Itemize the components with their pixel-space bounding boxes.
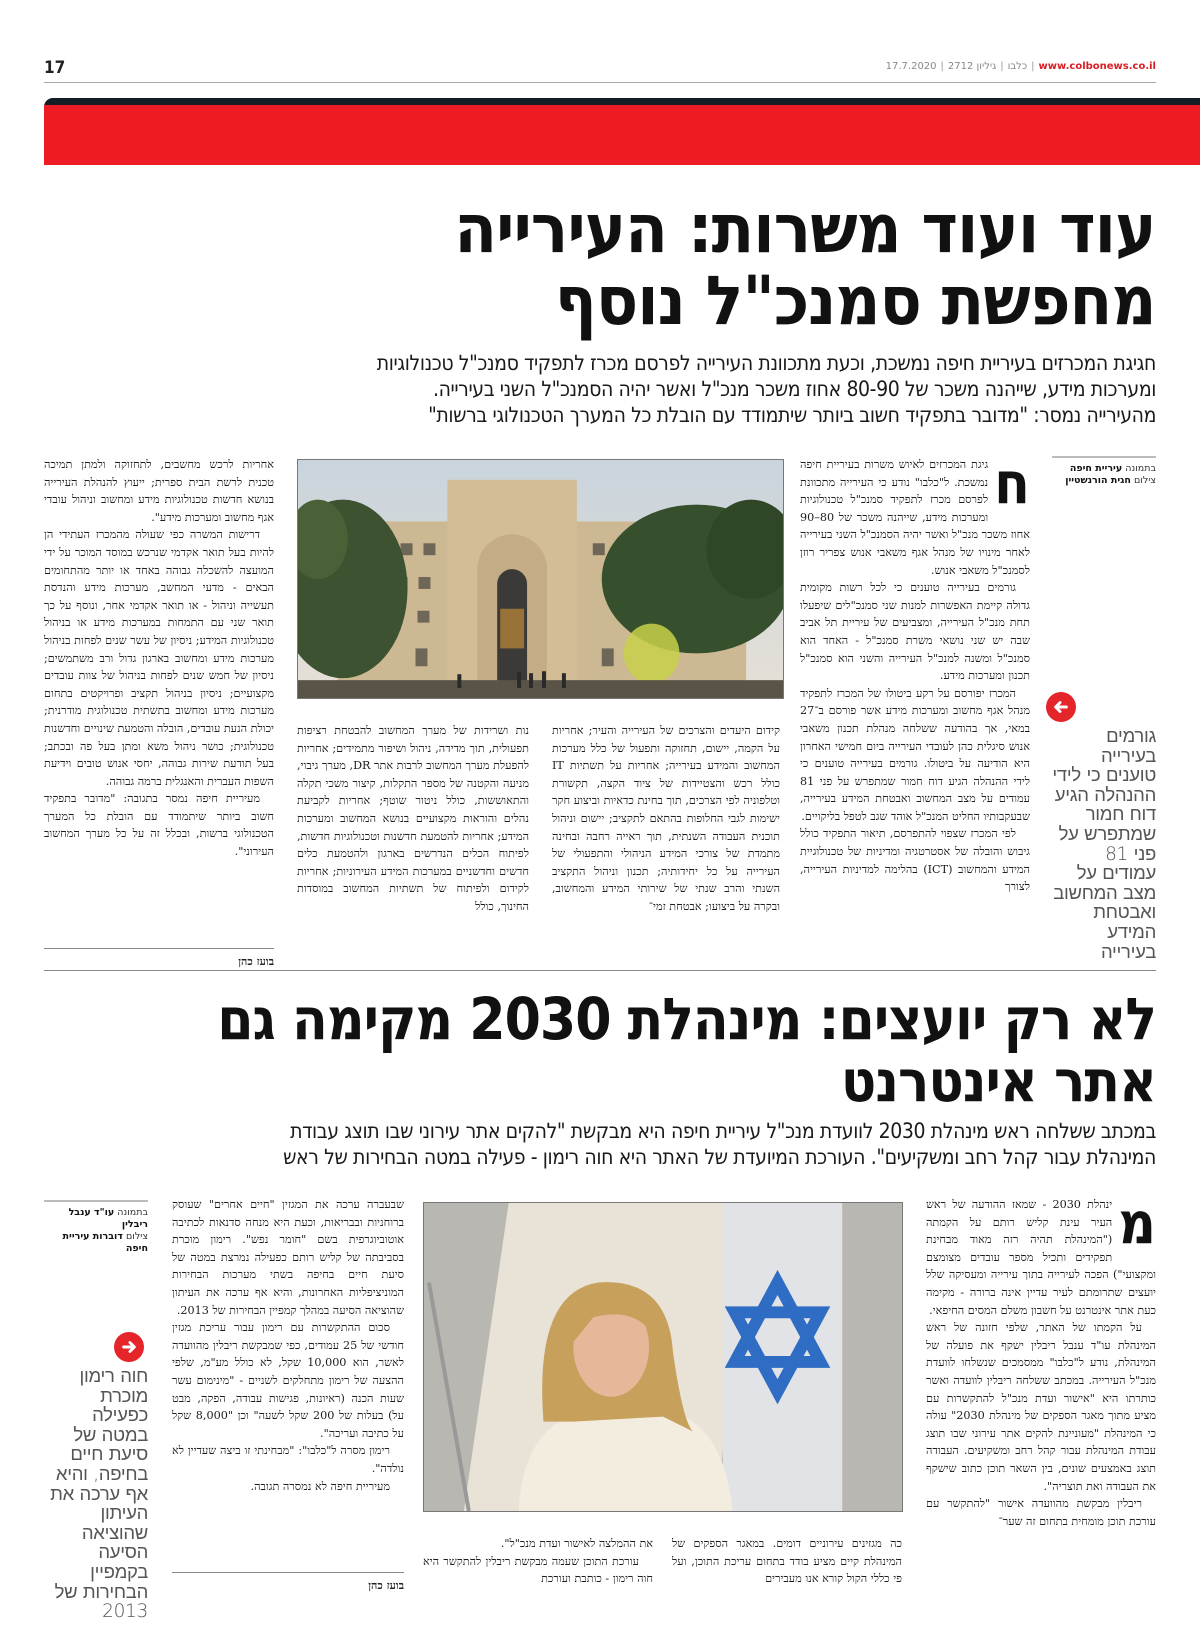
paragraph: גורמים בעירייה טוענים כי לכל רשות מקומית גדולה קיימת האפשרות למנות שני סמנכ"לים שיפעלו תחת מנכ"ל העירייה, ומצביעים של עיריית תל אביב שבה יש שני נושאי משרת סמנכ"ל - האחד הוא סמנכ"ל ומשנה למנכ"ל העירייה והשני הוא סמנכ"ל תכנון ומערכות מידע.	[800, 581, 1030, 683]
paragraph: ריבלין מבקשת מהוועדה אישור "להתקשר עם עורכת תוכן מומחית בתחום זה שער־	[926, 1497, 1156, 1528]
website-link[interactable]: www.colbonews.co.il	[1038, 61, 1156, 72]
deck-line: המינהלת עבור קהל רחב ומשקיעים". העורכת המיועדת של האתר היא חוה רימון - פעילה במטה הבחירות של ראש	[283, 1145, 1156, 1169]
article1-pull-quote: גורמים בעירייה טוענים כי לידי ההנהלה הגיע דוח חמור שמתפרש על פני 81 עמודים על מצב המחשוב ואבטחת המידע בעירייה	[1052, 726, 1156, 963]
deck-line: מהעירייה נמסר: "מדובר בתפקיד חשוב ביותר שיתמודד עם הובלת כל המערך הטכנולוגי ברשות"	[428, 403, 1156, 427]
paragraph: נות ושרידות של מערך המחשוב להבטחת רציפות תפעולית, תוך מדידה, ניהול ושיפור מתמידים; אחריות להפעלת מערך המחשוב לרבות אתר DR, מערך גיבוי, מניעה והקטנה של מספר התקלות, קיצור משכי תקלה והתאוששות, כולל ניטור שוטף; אחריות לקביעת נהלים והוראות מקצועיים בנושא המחשוב ומערכות המידע; אחריות להטמעת חדשנות וטכנולוגיות חדשות, לפיתוח הכלים הנדרשים בארגון ולהטמעת כלים חדשים וחדשניים במערכות המידע העירוניות; אחריות לקידום ולפיתוח של תשתיות המחשוב במוסדות החינוך, כולל	[297, 724, 529, 913]
article1-column-3	[297, 722, 529, 916]
article1-byline: בועז כהן	[44, 948, 274, 968]
paragraph: לפי המכרז שצפוי להתפרסם, תיאור התפקיד כולל גיבוש והובלה של אסטרטגיה ומדיניות של טכנולוגיית המידע והמחשוב (ICT) בהלימה למדיניות העירייה, לצורך	[800, 827, 1030, 894]
article2-column-3	[423, 1535, 653, 1588]
caption-credit-label: צילום	[125, 1231, 148, 1242]
paragraph: כה מגזינים עירוניים דומים. במאגר הספקים של המינהלת קיים מציע בודד בתחום עריכת התוכן, ועל פי כללי הקול קורא אנו מעבירים	[672, 1537, 902, 1586]
city-hall-image	[298, 460, 783, 698]
arrow-left-icon	[1046, 692, 1076, 722]
issue-number: גיליון 2712	[947, 61, 997, 72]
arrow-right-icon	[114, 1332, 144, 1362]
header-divider	[44, 82, 1156, 83]
paragraph: מעיריית חיפה לא נמסרה תגובה.	[250, 1479, 390, 1493]
article2-pull-quote: חוה רימון מוכרת כפעילה במטה של סיעת חיים בחיפה, והיא אף ערכה את העיתון שהוציאה הסיעה בקמפיין הבחירות של 2013	[50, 1366, 148, 1623]
publication-name: כלבו	[1007, 61, 1028, 72]
issue-date: 17.7.2020	[885, 61, 937, 72]
paragraph: עורכת התוכן שעמה מבקשת ריבלין להתקשר היא חוה רימון - כותבת ועורכת	[423, 1554, 653, 1586]
caption-credit: חגית הורנשטיין	[1065, 475, 1131, 486]
deck-line: במכתב ששלחה ראש מינהלת 2030 לוועדת מנכ"ל עיריית חיפה היא מבקשת "להקים אתר עירוני שבו תוצג עבודת	[290, 1119, 1156, 1143]
caption-label: בתמונה	[1125, 463, 1156, 474]
portrait-image	[424, 1203, 902, 1511]
city-hall-photo	[297, 459, 784, 699]
article2-column-4	[172, 1196, 404, 1495]
paragraph: קידום היעדים והצרכים של העירייה והעיר; אחריות על הקמה, יישום, תחזוקה ותפעול של כלל מערכות המחשוב והמידע בעירייה; אחריות על תשתיות IT כולל רכש והצטיידות של ציוד הקצה, תקשורת וטלפוניה לפי הצרכים, תוך בחינת כדאיות וביצוע חקר ישימות לגבי החלופות בהתאם לתקציב; יישום וניהול תוכנית העבודה השנתית, תוך ראייה רחבה ובחינה מתמדת של צורכי המידע הניהולי והתפעולי של העירייה על כל יחידותיה; תכנון וניהול התקציב השנתי והרב שנתי של שירותי המידע והמחשוב, ובקרה על ביצועו; אבטחת זמי־	[552, 724, 780, 913]
paragraph: דרישות המשרה כפי שעולה מהמכרז העתידי הן להיות בעל תואר אקדמי שנרכש במוסד המוכר על ידי המועצה להשכלה גבוהה באחד או יותר מהתחומים הבאים - מדעי המחשב, מערכות מידע והנדסת תעשייה וניהול - או תואר אקדמי אחר, ונוסף על כך תואר שני עם התמחות במערכות מידע או בניהול טכנולוגיות המידע; ניסיון של עשר שנים לפחות בניהול מערכות מידע ומחשוב בארגון גדול ורב משתמשים; ניסיון של חמש שנים לפחות בניהול של צוות עובדים מקצועיים; ניסיון בניהול תקציב ופרויקטים בתחום מערכות מידע ומחשוב בתשתית טכנולוגית מודרנית; יכולת הנעת עובדים, הובלה והטמעת שינויים וחדשנות טכנולוגית; כושר ניהול משא ומתן בעל פה ובכתב; בעל תודעת שירות גבוהה, יחסי אנוש טובים וידיעת השפות העברית והאנגלית ברמה גבוהה.	[44, 528, 274, 788]
paragraph: גיגת המכרזים לאיוש משרות בעיריית חיפה נמשכת. ל"כלבו" נודע כי העירייה מתכוונת לפרסם מכרז לתפקיד סמנכ"ל טכנולוגיות ומערכות מידע, שייהנה משכר של 80–90 אחוז משכר מנכ"ל ואשר יהיה הסמנכ"ל השני בעירייה לאחר מינויו של מנהל אגף משאבי אנוש צפריר רוזן לסמנכ"ל משאבי אנוש.	[800, 458, 1030, 577]
paragraph: סכום ההתקשרות עם רימון עבור עריכת מגזין חודשי של 25 עמודים, כפי שמבקשת ריבלין מהוועדה לאשר, הוא 10,000 שקל, לא כולל מע"מ, שלפי ההצעה של רימון מתחלקים לשניים - "מינימום עשר שעות הכנה (ראיונות, פגישות עבודה, הפקה, מבט על) בעלות של 200 שקל לשעה" וכן "8,000 שקל על כתיבה ועריכה".	[172, 1321, 405, 1440]
article1-headline	[454, 190, 1156, 341]
paragraph: על הקמתו של האתר, שלפי חזונה של ראש המינהלת עו"ד ענבל ריבלין ישקף את פועלה של המינהלת, נודע ל"כלבו" ממסמכים שנשלחו לוועדת מנכ"ל העירייה. במכתב ששלחה ריבלין לוועדה ואשר כותרתו היא "אישור ועדת מנכ"ל להתקשרות עם מציע מתוך מאגר הספקים של מינהלת 2030" עולה כי המינהלת "מעוניינת להקים אתר עירוני שבו תוצג עבודת המינהלת עבור קהל רחב ומשקיעים. העבודה תוצג באמצעים שונים, בין השאר תוכן כתוב שישקף את העבודה ואת תוצריה".	[926, 1321, 1156, 1493]
paragraph: אחריות לרכש מחשבים, לתחזוקה ולמתן תמיכה טכנית לרשת הבית ספרית; ייעוץ להנהלת העירייה בנושא חדשות טכנולוגיות מידע ומחשוב וניהול עובדי אגף מחשוב ומערכות מידע".	[44, 458, 274, 524]
deck-line: חגיגת המכרזים בעיריית חיפה נמשכת, וכעת מתכוונת העירייה לפרסם מכרז לתפקיד סמנכ"ל טכנולוגיות	[376, 351, 1156, 375]
rimon-portrait-photo	[423, 1202, 903, 1512]
headline-line: עוד ועוד משרות: העירייה	[454, 190, 1156, 269]
dropcap: מ	[1118, 1189, 1156, 1257]
article1-column-1	[800, 449, 1030, 896]
article2-deck	[44, 1118, 1156, 1170]
caption-credit: דוברות עיריית חיפה	[62, 1231, 148, 1254]
paragraph: רימון מסרה ל"כלבו": "מבחינתי זו ביצה שעדיין לא נולדה".	[172, 1444, 404, 1475]
caption-subject: עיריית חיפה	[1069, 463, 1123, 474]
article2-column-2	[672, 1535, 902, 1588]
article1-deck	[44, 350, 1156, 428]
section-divider	[44, 970, 1156, 971]
article1-column-4	[44, 456, 274, 861]
page-number: 17	[44, 58, 66, 78]
header-meta: www.colbonews.co.il|כלבו|גיליון 2712|17.7.2020	[885, 61, 1156, 72]
article1-photo-caption	[1052, 456, 1156, 487]
deck-line: ומערכות מידע, שייהנה משכר של 80-90 אחוז משכר מנכ"ל ואשר יהיה הסמנכ"ל השני בעירייה.	[432, 377, 1156, 401]
caption-credit-label: צילום	[1133, 475, 1156, 486]
section-banner	[44, 105, 1200, 165]
headline-line: אתר אינטרנט	[840, 1047, 1156, 1115]
article2-byline: בועז כהן	[172, 1572, 404, 1592]
headline-line: לא רק יועצים: מינהלת 2030 מקימה גם	[217, 985, 1156, 1053]
paragraph: ינהלת 2030 - שמאז ההודעה של ראש העיר עינת קליש רותם על הקמתה ("המינהלת תהיה רזה מאוד מבחינת תפקידים ותכיל מספר עובדים מצומצם ומקצועי") הפכה לעירייה בתוך עירייה ומעסיקה שלל יועצים שתרומתם לעיר עדיין אינה ברורה - מקימה כעת אתר אינטרנט על חשבון משלם המסים החיפאי.	[926, 1198, 1156, 1317]
caption-label: בתמונה	[117, 1207, 148, 1218]
article2-headline	[217, 985, 1156, 1115]
caption-subject: עו"ד ענבל ריבלין	[68, 1207, 148, 1230]
article2-photo-caption	[44, 1200, 148, 1255]
paragraph: המכרז יפורסם על רקע ביטולו של המכרז לתפקיד מנהל אגף מחשוב ומערכות מידע אשר פורסם ב־27 במאי, אך בהודעה ששלחה מנהלת תכנון משאבי אנוש סיגלית כהן לעובדי העירייה ביום חמישי האחרון היא הודיעה על ביטולו. גורמים בעירייה טוענים כי לידי ההנהלה הגיע דוח חמור שמתפרש על פני 81 עמודים על מצב המחשוב ואבטחת המידע בעירייה, שבעקבותיו החליט המנכ"ל אוהד שגב לטפל בליקויים.	[800, 686, 1030, 823]
paragraph: מעיריית חיפה נמסר בתגובה: "מדובר בתפקיד חשוב ביותר שיתמודד עם הובלת כל המערך הטכנולוגי ברשות, ובכלל זה על כל מערך המחשוב העירוני".	[44, 792, 274, 859]
headline-line: מחפשת סמנכ"ל נוסף	[555, 262, 1156, 341]
article1-column-2	[552, 722, 780, 916]
paragraph: את ההמלצה לאישור ועדת מנכ"ל".	[500, 1537, 653, 1550]
article2-column-1	[926, 1189, 1156, 1530]
paragraph: שבעברה ערכה את המגזין "חיים אחרים" שעוסק ברוחניות ובבריאות, וכעת היא מנחה סדנאות לכתיבה אוטוביוגרפית בשם "חומר נפש". רימון מוכרת בסביבתה של קליש רותם כפעילה נמרצת במטה של סיעת חיים בחיפה בשתי מערכות הבחירות המוניציפליות האחרונות, והיא אף ערכה את העיתון שהוציאה הסיעה במהלך קמפיין הבחירות של 2013.	[172, 1198, 404, 1317]
dropcap: ח	[994, 449, 1030, 517]
